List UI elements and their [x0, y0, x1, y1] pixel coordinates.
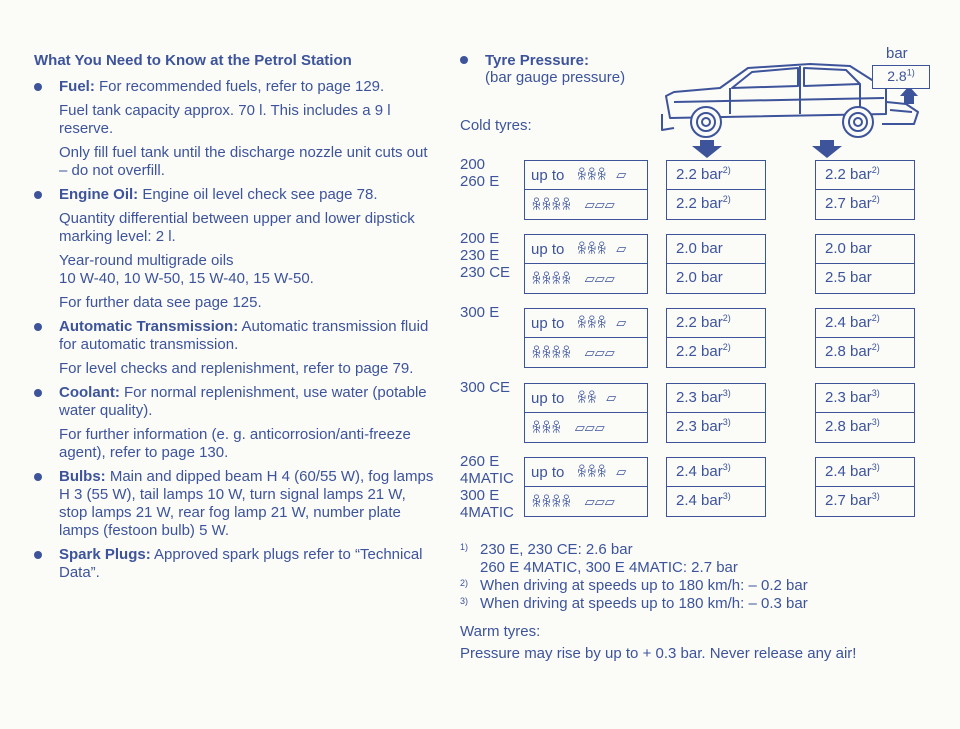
rear-pressure-cell: [816, 190, 914, 219]
spare-tyre-pressure: [872, 65, 930, 89]
pressure-footnote: 2): [722, 342, 731, 352]
rear-axle-pressures: [815, 234, 915, 294]
rear-pressure-cell: [816, 384, 914, 413]
fuel-item: [34, 78, 434, 96]
fuel-text: For recommended fuels, refer to page 129.: [94, 78, 385, 95]
rear-pressure-cell: [816, 161, 914, 190]
oil-label: Engine Oil:: [59, 186, 139, 203]
coolant-label: Coolant:: [59, 384, 120, 401]
pressure-value: 2.0 bar: [676, 269, 723, 286]
footnote-line: When driving at speeds up to 180 km/h: – 0.2 bar: [480, 577, 808, 594]
passengers-icon: ꆜꆜꆜ: [576, 464, 607, 480]
tyre-title: Tyre Pressure:: [485, 52, 589, 69]
section-title: What You Need to Know at the Petrol Station: [34, 52, 352, 69]
pressure-footnote: 3): [722, 491, 731, 501]
passengers-icon: ꆜꆜꆜꆜ: [531, 196, 571, 213]
spark-item: [34, 546, 434, 582]
pressure-footnote: 3): [722, 462, 731, 472]
front-pressure-cell: [667, 384, 765, 413]
pressure-footnote: 3): [871, 388, 880, 398]
front-pressure-cell: [667, 161, 765, 190]
luggage-icon: ▱▱▱: [584, 493, 615, 509]
pressure-footnote: 3): [722, 417, 731, 427]
load-row-light: [525, 384, 647, 413]
rear-axle-pressures: [815, 457, 915, 517]
warm-tyres-label: Warm tyres:: [460, 623, 541, 640]
up-to-label: up to: [531, 314, 565, 332]
footnote: [460, 595, 940, 613]
pressure-value: 2.2 bar: [676, 343, 723, 360]
pressure-value: 2.7 bar: [825, 195, 872, 212]
pressure-value: 2.8 bar: [825, 343, 872, 360]
tyre-pressure-header: [460, 52, 660, 86]
spark-text: Approved spark plugs refer to “Technical Data”.: [59, 546, 423, 581]
passengers-icon: ꆜꆜꆜꆜ: [531, 344, 571, 361]
model-label: [460, 453, 514, 521]
oil-grades: [34, 252, 434, 288]
coolant-text: For normal replenishment, use water (potable water quality).: [59, 384, 427, 419]
pressure-footnote: 2): [871, 165, 880, 175]
rear-pressure-cell: [816, 458, 914, 487]
luggage-icon: ▱▱▱: [584, 344, 615, 360]
passengers-icon: ꆜꆜꆜ: [576, 167, 607, 183]
model-line: 200: [460, 156, 486, 173]
footnote-number: 2): [460, 578, 469, 588]
bullet-icon: [460, 56, 468, 64]
load-row-heavy: [525, 190, 647, 219]
model-label: [460, 230, 510, 281]
load-row-light: [525, 235, 647, 264]
luggage-icon: ▱▱▱: [574, 419, 605, 435]
model-line: 230 E: [460, 247, 500, 264]
load-row-heavy: [525, 413, 647, 442]
model-line: 230 CE: [460, 264, 511, 281]
pressure-footnote: 2): [871, 194, 880, 204]
load-condition-box: [524, 308, 648, 368]
oil-quantity: Quantity differential between upper and lower dipstick marking level: 2 l.: [59, 210, 415, 245]
passengers-icon: ꆜꆜꆜꆜ: [531, 493, 571, 510]
passengers-icon: ꆜꆜ: [576, 390, 597, 406]
coolant-note: For further information (e. g. anticorrosion/anti-freeze agent), refer to page 130.: [59, 426, 411, 461]
spare-footnote: 1): [906, 67, 915, 78]
pressure-value: 2.3 bar: [676, 418, 723, 435]
front-pressure-cell: [667, 413, 765, 442]
pressure-value: 2.2 bar: [676, 314, 723, 331]
pressure-value: 2.4 bar: [825, 463, 872, 480]
footnote-line: 260 E 4MATIC, 300 E 4MATIC: 2.7 bar: [480, 559, 738, 576]
model-line: 260 E: [460, 453, 500, 470]
pressure-value: 2.5 bar: [825, 269, 872, 286]
front-pressure-cell: [667, 458, 765, 487]
model-label: [460, 304, 499, 321]
pressure-footnote: 3): [871, 491, 880, 501]
model-line: 300 E: [460, 304, 500, 321]
footnotes: [460, 541, 940, 613]
passengers-icon: ꆜꆜꆜꆜ: [531, 270, 571, 287]
up-to-label: up to: [531, 166, 565, 184]
fuel-fill-note: Only fill fuel tank until the discharge nozzle unit cuts out – do not overfill.: [59, 144, 428, 179]
luggage-icon: ▱: [616, 241, 627, 256]
oil-further: For further data see page 125.: [59, 294, 262, 311]
pressure-footnote: 2): [722, 313, 731, 323]
model-line: 4MATIC: [460, 470, 514, 487]
petrol-station-section: [34, 52, 434, 588]
pressure-footnote: 2): [722, 165, 731, 175]
footnote-number: 3): [460, 596, 469, 606]
cold-tyres-label: Cold tyres:: [460, 117, 532, 134]
load-row-light: [525, 309, 647, 338]
front-pressure-cell: [667, 487, 765, 516]
rear-axle-pressures: [815, 308, 915, 368]
transmission-note: For level checks and replenishment, refer to page 79.: [59, 360, 414, 377]
tyre-subtitle: (bar gauge pressure): [485, 69, 626, 86]
warm-tyres-section: [460, 621, 940, 665]
front-pressure-cell: [667, 338, 765, 367]
bulbs-label: Bulbs:: [59, 468, 106, 485]
footnote: [460, 577, 940, 595]
rear-pressure-cell: [816, 338, 914, 367]
pressure-value: 2.4 bar: [676, 463, 723, 480]
footnote-line: 230 E, 230 CE: 2.6 bar: [480, 541, 633, 558]
luggage-icon: ▱▱▱: [584, 270, 615, 286]
load-condition-box: [524, 383, 648, 443]
up-to-label: up to: [531, 240, 565, 258]
rear-pressure-cell: [816, 413, 914, 442]
luggage-icon: ▱: [616, 464, 627, 479]
pressure-footnote: 2): [871, 342, 880, 352]
load-condition-box: [524, 457, 648, 517]
bullet-icon: [34, 83, 42, 91]
pressure-value: 2.2 bar: [676, 195, 723, 212]
bullet-icon: [34, 191, 42, 199]
up-to-label: up to: [531, 389, 565, 407]
load-row-light: [525, 161, 647, 190]
pressure-value: 2.7 bar: [825, 492, 872, 509]
fuel-capacity: Fuel tank capacity approx. 70 l. This includes a 9 l reserve.: [59, 102, 391, 137]
luggage-icon: ▱▱▱: [584, 196, 615, 212]
model-line: 300 CE: [460, 379, 511, 396]
front-axle-pressures: [666, 457, 766, 517]
front-pressure-cell: [667, 264, 765, 293]
up-to-label: up to: [531, 463, 565, 481]
bullet-icon: [34, 551, 42, 559]
front-axle-pressures: [666, 308, 766, 368]
footnote-number: 1): [460, 542, 469, 552]
load-row-heavy: [525, 487, 647, 516]
footnote: [460, 541, 940, 577]
transmission-item: [34, 318, 434, 354]
front-axle-pressures: [666, 383, 766, 443]
pressure-value: 2.3 bar: [676, 389, 723, 406]
spark-label: Spark Plugs:: [59, 546, 151, 563]
rear-pressure-cell: [816, 487, 914, 516]
passengers-icon: ꆜꆜꆜ: [576, 241, 607, 257]
model-label: [460, 156, 499, 190]
bulbs-item: [34, 468, 434, 540]
model-label: [460, 379, 510, 396]
pressure-value: 2.3 bar: [825, 389, 872, 406]
model-line: 4MATIC: [460, 504, 514, 521]
pressure-value: 2.0 bar: [825, 240, 872, 257]
oil-grades-list: 10 W-40, 10 W-50, 15 W-40, 15 W-50.: [59, 270, 314, 287]
front-pressure-cell: [667, 235, 765, 264]
oil-text: Engine oil level check see page 78.: [138, 186, 378, 203]
bullet-icon: [34, 323, 42, 331]
passengers-icon: ꆜꆜꆜ: [531, 419, 561, 436]
oil-item: [34, 186, 434, 204]
warm-tyres-text: Pressure may rise by up to + 0.3 bar. Never release any air!: [460, 645, 857, 662]
bullet-icon: [34, 389, 42, 397]
luggage-icon: ▱: [616, 315, 627, 330]
rear-axle-pressures: [815, 383, 915, 443]
pressure-value: 2.0 bar: [676, 240, 723, 257]
front-axle-pressures: [666, 234, 766, 294]
luggage-icon: ▱: [606, 390, 617, 405]
coolant-item: [34, 384, 434, 420]
fuel-label: Fuel:: [59, 78, 95, 95]
pressure-value: 2.4 bar: [676, 492, 723, 509]
pressure-value: 2.8 bar: [825, 418, 872, 435]
pressure-value: 2.2 bar: [825, 166, 872, 183]
luggage-icon: ▱: [616, 167, 627, 182]
load-row-heavy: [525, 338, 647, 367]
rear-pressure-cell: [816, 309, 914, 338]
pressure-footnote: 2): [871, 313, 880, 323]
oil-grades-title: Year-round multigrade oils: [59, 252, 234, 269]
model-line: 200 E: [460, 230, 500, 247]
front-pressure-cell: [667, 309, 765, 338]
load-condition-box: [524, 160, 648, 220]
pressure-footnote: 2): [722, 194, 731, 204]
transmission-text: Automatic transmission fluid for automatic transmission.: [59, 318, 429, 353]
bullet-icon: [34, 473, 42, 481]
transmission-label: Automatic Transmission:: [59, 318, 239, 335]
rear-axle-pressures: [815, 160, 915, 220]
rear-pressure-cell: [816, 235, 914, 264]
passengers-icon: ꆜꆜꆜ: [576, 315, 607, 331]
model-line: 260 E: [460, 173, 500, 190]
load-row-light: [525, 458, 647, 487]
front-axle-pressures: [666, 160, 766, 220]
bulbs-text: Main and dipped beam H 4 (60/55 W), fog lamps H 3 (55 W), tail lamps 10 W, turn signal lamps 21 W, stop lamps 21 W, rear fog lamp 21 W, number plate lamps (festoon bulb) 5 W.: [59, 468, 434, 539]
pressure-value: 2.2 bar: [676, 166, 723, 183]
pressure-footnote: 3): [871, 417, 880, 427]
pressure-footnote: 3): [871, 462, 880, 472]
load-condition-box: [524, 234, 648, 294]
footnote-line: When driving at speeds up to 180 km/h: – 0.3 bar: [480, 595, 808, 612]
bar-unit-label: bar: [886, 45, 908, 62]
pressure-value: 2.4 bar: [825, 314, 872, 331]
spare-value: 2.8: [887, 68, 907, 84]
front-pressure-cell: [667, 190, 765, 219]
pressure-footnote: 3): [722, 388, 731, 398]
load-row-heavy: [525, 264, 647, 293]
model-line: 300 E: [460, 487, 500, 504]
rear-pressure-cell: [816, 264, 914, 293]
